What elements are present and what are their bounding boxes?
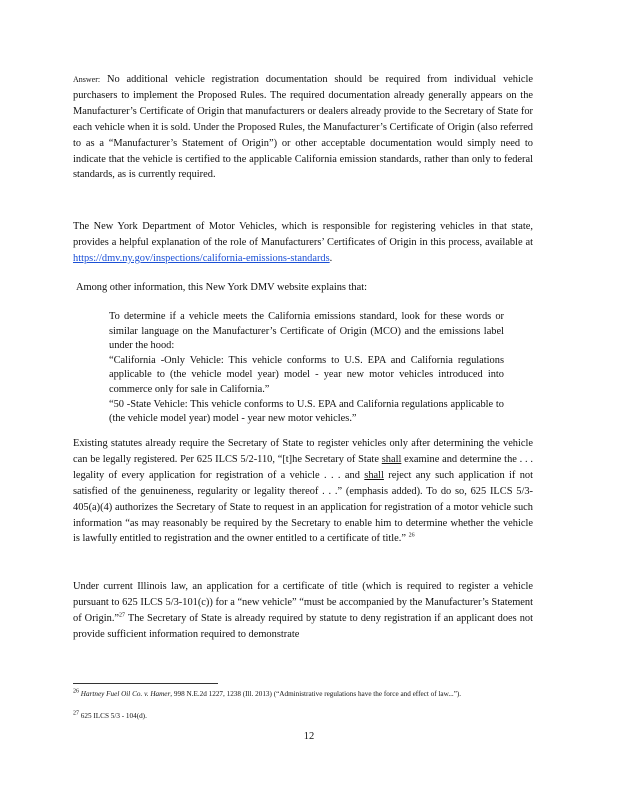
block-quote [109, 310, 504, 427]
illinois-paragraph [73, 579, 533, 643]
answer-label: Answer: [73, 75, 101, 84]
answer-text: No additional vehicle registration documentation should be required from individual vehicle purchasers to implement the Proposed Rules. The required documentation already generally appears on the Manufacturer’s Certificate of Origin that manufacturers or dealers already provide to the Secretary of State for each vehicle when it is sold. Under the Proposed Rules, the Manufacturer’s Certificate of Origin (also referred to as a “Manufacturer’s Statement of Origin”) or other acceptable documentation would simply need to indicate that the vehicle is certified to the applicable California emission standards, rather than only to federal standards, as is currently required. [73, 74, 533, 181]
page-number: 12 [303, 731, 315, 742]
footnote-ref-27: 27 [119, 612, 126, 619]
footnote-27-citation: 625 ILCS 5/3 - 104(d). [80, 712, 147, 720]
existing-part3: reject any such application if not satisfied of the genuineness, regularity or legality thereof . . .” (emphasis added). To do so, 625 ILCS 5/3-405(a)(4) authorizes the Secretary of State to request in an application for registration of a motor vehicle such information “as may reasonably be required by the Secretary to enable him to determine whether the vehicle is lawfully entitled to registration and the owner entitled to a certificate of title.” [73, 469, 533, 545]
quote-50-state: “50 -State Vehicle: This vehicle conforms to U.S. EPA and California regulations applicable to (the vehicle model year) model - year new motor vehicles.” [109, 398, 504, 425]
footnote-ref-26: 26 [408, 532, 415, 539]
answer-paragraph [73, 72, 533, 183]
among-paragraph: Among other information, this New York DMV website explains that: [76, 282, 368, 293]
footnote-26-case-name: Hartney Fuel Oil Co. v. Hamer [80, 690, 171, 698]
existing-part1: Existing statutes already require the Secretary of State to register vehicles only after determining the vehicle can be legally registered. Per 625 ILCS 5/2-110, “[t]he Secretary of State [73, 438, 533, 465]
existing-shall-1: shall [381, 453, 402, 465]
illinois-part1: Under current Illinois law, an application for a certificate of title (which is required to register a vehicle pursuant to 625 ILCS 5/3-101(c)) for a “new vehicle” “must be accompanied by the Manufacturer’s Statement of Origin.” [73, 581, 533, 624]
footnote-26 [73, 689, 528, 700]
quote-intro: To determine if a vehicle meets the California emissions standard, look for these words or similar language on the Manufacturer’s Certificate of Origin (MCO) and the emissions label under the hood: [109, 311, 504, 352]
quote-california-only: “California -Only Vehicle: This vehicle conforms to U.S. EPA and California regulations applicable to (the vehicle model year) model - year new motor vehicles introduced into commerce only for sale in California.” [109, 354, 504, 395]
existing-part2: examine and determine the . . . legality of every application for registration of a vehicle . . . and [73, 453, 533, 481]
existing-statutes-paragraph [73, 436, 533, 547]
ny-dmv-text: The New York Department of Motor Vehicles, which is responsible for registering vehicles in that state, provides a helpful explanation of the role of Manufacturers’ Certificates of Origin in this process, available at [73, 221, 533, 248]
footnote-27-number: 27 [73, 710, 79, 717]
illinois-part2: The Secretary of State is already required by statute to deny registration if an applicant does not provide sufficient information required to demonstrate [73, 612, 533, 640]
footnote-divider [73, 683, 218, 684]
footnote-27 [73, 711, 528, 722]
existing-shall-2: shall [364, 469, 384, 481]
footnote-26-number: 26 [73, 688, 79, 695]
ny-dmv-period: . [329, 252, 333, 264]
footnote-26-citation: , 998 N.E.2d 1227, 1238 (Ill. 2013) (“Administrative regulations have the force and effect of law...”). [170, 690, 462, 698]
ny-dmv-link[interactable]: https://dmv.ny.gov/inspections/california-emissions-standards [73, 252, 330, 264]
ny-dmv-paragraph [73, 219, 533, 267]
